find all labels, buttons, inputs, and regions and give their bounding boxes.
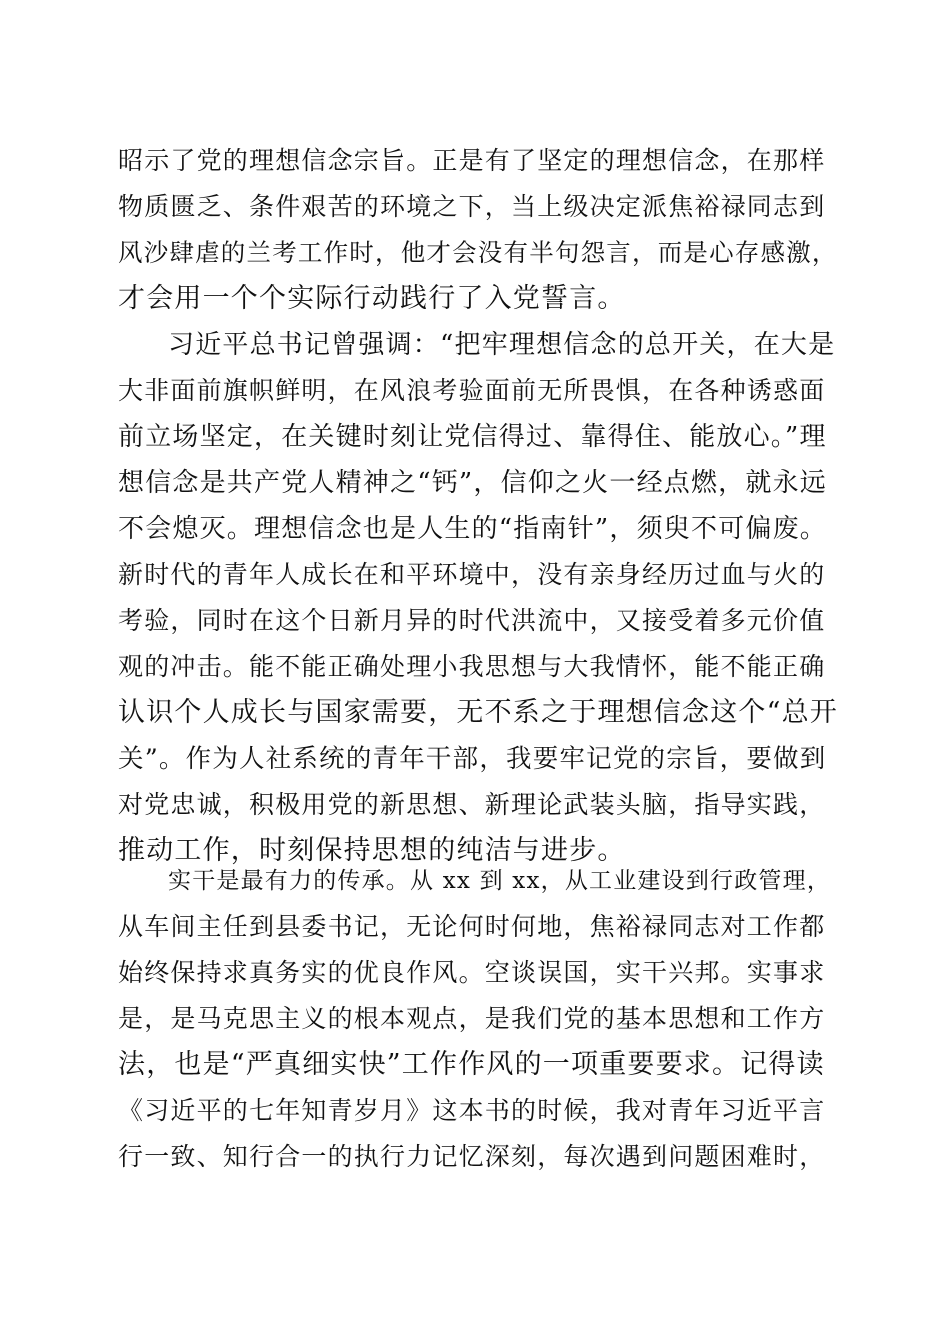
paragraph-1 <box>118 138 838 322</box>
paragraph-line: 考验，同时在这个日新月异的时代洪流中，又接受着多元价值 <box>118 606 826 635</box>
paragraph-line: 物质匮乏、条件艰苦的环境之下，当上级决定派焦裕禄同志到 <box>118 192 826 221</box>
paragraph-line: 前立场坚定，在关键时刻让党信得过、靠得住、能放心。”理 <box>118 422 827 452</box>
paragraph-line: 从车间主任到县委书记，无论何时何地，焦裕禄同志对工作都 <box>118 912 826 941</box>
paragraph-line: 始终保持求真务实的优良作风。空谈误国，实干兴邦。实事求 <box>118 958 826 987</box>
paragraph-line: 不会熄灭。理想信念也是人生的“指南针”，须臾不可偏废。 <box>118 514 827 544</box>
paragraph-line: 是，是马克思主义的根本观点，是我们党的基本思想和工作方 <box>118 1004 826 1033</box>
paragraph-line: 观的冲击。能不能正确处理小我思想与大我情怀，能不能正确 <box>118 652 826 681</box>
paragraph-line: 实干是最有力的传承。从 xx 到 xx，从工业建设到行政管理， <box>168 868 832 894</box>
paragraph-line: 昭示了党的理想信念宗旨。正是有了坚定的理想信念，在那样 <box>118 146 826 175</box>
paragraph-line: 法，也是“严真细实快”工作作风的一项重要要求。记得读 <box>118 1049 825 1080</box>
paragraph-line: 新时代的青年人成长在和平环境中，没有亲身经历过血与火的 <box>118 560 826 589</box>
paragraph-2 <box>118 322 838 874</box>
paragraph-line: 风沙肆虐的兰考工作时，他才会没有半句怨言，而是心存感激， <box>118 238 838 267</box>
paragraph-line: 大非面前旗帜鲜明，在风浪考验面前无所畏惧，在各种诱惑面 <box>118 376 826 405</box>
paragraph-line: 想信念是共产党人精神之“钙”，信仰之火一经点燃，就永远 <box>118 468 827 498</box>
paragraph-line: 才会用一个个实际行动践行了入党誓言。 <box>118 283 626 314</box>
paragraph-line: 行一致、知行合一的执行力记忆深刻，每次遇到问题困难时， <box>118 1142 826 1171</box>
paragraph-line: 关”。作为人社系统的青年干部，我要牢记党的宗旨，要做到 <box>118 744 827 774</box>
paragraph-line: 推动工作，时刻保持思想的纯洁与进步。 <box>118 835 626 866</box>
paragraph-line: 《习近平的七年知青岁月》这本书的时候，我对青年习近平言 <box>118 1096 826 1125</box>
paragraph-3 <box>118 858 838 1180</box>
paragraph-line: 对党忠诚，积极用党的新思想、新理论武装头脑，指导实践， <box>118 790 826 819</box>
paragraph-line: 认识个人成长与国家需要，无不系之于理想信念这个“总开 <box>118 697 839 728</box>
paragraph-line: 习近平总书记曾强调：“把牢理想信念的总开关，在大是 <box>168 330 836 360</box>
